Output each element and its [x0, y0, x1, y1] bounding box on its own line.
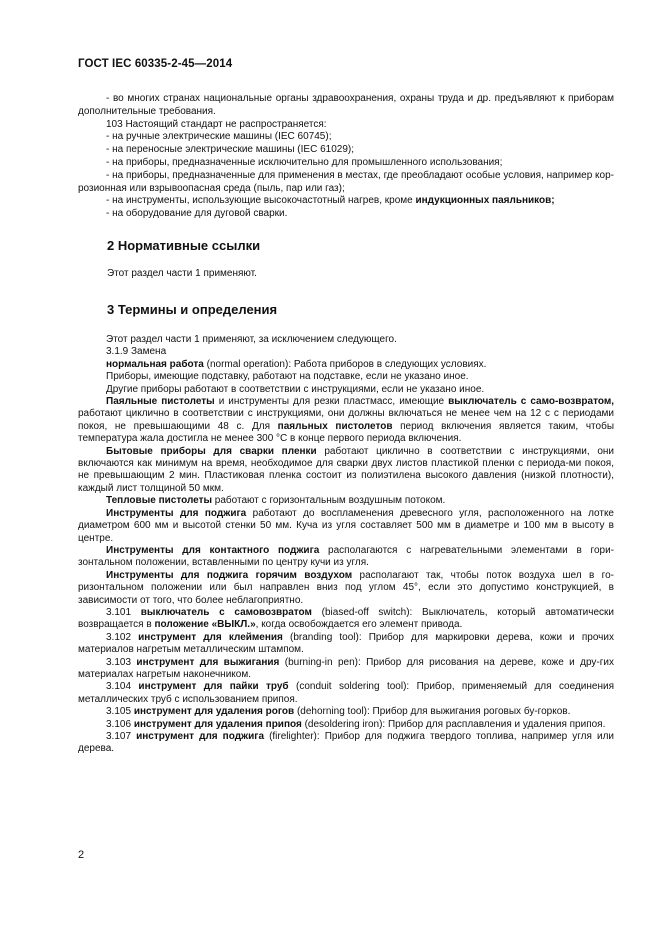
- term: индукционных паяльников;: [415, 195, 555, 207]
- clause-number: 3.101: [106, 606, 141, 618]
- document-header: ГОСТ IEC 60335-2-45—2014: [78, 58, 233, 70]
- term: инструмент для удаления припоя: [133, 718, 302, 730]
- clause-number: 3.102: [106, 631, 139, 643]
- text: располагаются с нагревательными элементами в гори-зонтальном положении, вставленными по центру кучи из угля.: [78, 544, 614, 569]
- text: , когда освобождается его элемент привода.: [255, 619, 463, 631]
- clause-number: 3.107: [106, 731, 137, 742]
- text: и инструменты для резки пластмасс, имеющие: [214, 396, 449, 408]
- term: выключатель с самовозвратом: [140, 606, 312, 618]
- text: (burning-in pen): Прибор для рисования на дереве, коже и дру-гих материалах нагретым наконечником.: [78, 656, 614, 680]
- text: располагают так, чтобы поток воздуха шел в го-ризонтальном положении или был направлен вниз под углом 45°, если это допустимо конструкцией, в зависимости от того, что более неблагоприятно.: [78, 569, 614, 606]
- paragraph: - во многих странах национальные органы здравоохранения, охраны труда и др. предъявляют к приборам дополнительные требования.: [78, 93, 614, 117]
- paragraph: [78, 545, 614, 570]
- paragraph: Приборы, имеющие подставку, работают на подставке, если не указано иное.: [106, 371, 469, 383]
- list-item: [78, 195, 614, 208]
- section-2-title: 2 Нормативные ссылки: [107, 238, 261, 253]
- text: - на инструменты, использующие высокочастотный нагрев, кроме: [106, 195, 416, 207]
- term: нормальная работа: [106, 358, 204, 370]
- clause-number: 3.104: [106, 681, 139, 693]
- term: положение «ВЫКЛ.»: [154, 619, 256, 631]
- clause-number: 3.106: [106, 718, 134, 730]
- text: работают циклично в соответствии с инструкциями, они должны включаться не менее чем на 12 с с периодами покоя, не превышающими 48 с. Для: [78, 408, 614, 432]
- text: работают до воспламенения древесного угля, расположенного на лотке диаметром 600 мм и высотой стенки 50 мм. Куча из угля составляет 500 мм в диаметре и 100 мм в высоту в центре.: [78, 507, 614, 544]
- paragraph: [78, 508, 614, 545]
- definition-3-107: [78, 731, 614, 756]
- section-3-body: [78, 334, 614, 756]
- term: инструмент для выжигания: [136, 656, 280, 668]
- paragraph: [78, 396, 614, 446]
- paragraph: Этот раздел части 1 применяют, за исключением следующего.: [106, 334, 397, 345]
- term: инструмент для удаления рогов: [133, 706, 295, 718]
- definition-3-104: [78, 681, 614, 706]
- list-item: - на приборы, предназначенные исключительно для промышленного использования;: [106, 156, 503, 168]
- definition-3-105: [78, 706, 614, 718]
- paragraph: [78, 570, 614, 607]
- paragraph: 103 Настоящий стандарт не распространяется:: [106, 118, 327, 130]
- definition-3-106: [78, 719, 614, 731]
- text: (dehorning tool): Прибор для выжигания роговых бу-горков.: [294, 706, 571, 718]
- clause-number: 3.105: [106, 706, 134, 718]
- term: Инструменты для поджига горячим воздухом: [106, 569, 353, 581]
- clause-number: 3.1.9 Замена: [106, 346, 167, 358]
- term: Паяльные пистолеты: [106, 396, 215, 408]
- page-number: 2: [78, 849, 85, 861]
- definition-3-103: [78, 657, 614, 682]
- term: инструмент для поджига: [136, 731, 265, 742]
- text: работают с горизонтальным воздушным потоком.: [212, 495, 446, 507]
- clause-number: 3.103: [106, 656, 137, 668]
- text: (firelighter): Прибор для поджига твердого топлива, например угля или дерева.: [78, 731, 614, 755]
- text: (normal operation): Работа приборов в следующих условиях.: [203, 358, 487, 370]
- text: (conduit soldering tool): Прибор, применяемый для соединения металлических труб с использованием припоя.: [78, 681, 614, 705]
- definition-3-102: [78, 632, 614, 657]
- term: инструмент для пайки труб: [138, 681, 289, 693]
- term: Инструменты для поджига: [106, 507, 247, 519]
- list-item: - на приборы, предназначенные для применения в местах, где преобладают особые условия, например кор-розионная или взрывоопасная среда (пыль, пар или газ);: [78, 169, 614, 194]
- term: инструмент для клеймения: [138, 631, 283, 643]
- list-item: - на оборудование для дуговой сварки.: [106, 208, 288, 220]
- text: период включения является таким, чтобы температура жала достигла не менее 300 °С в конце первого периода включения.: [78, 420, 615, 445]
- text: (desoldering iron): Прибор для расплавления и удаления припоя.: [301, 718, 606, 730]
- text: работают циклично в соответствии с инструкциями, они включаются как минимум на время, необходимое для сварки двух листов пластикой пленки с периода-ми покоя, не превышающим 2 мин. Пластиковая пленка состоит из полиэтилена высокого давления (низкой плотности), каждый лист толщиной 50 мкм.: [78, 445, 614, 494]
- paragraph: [78, 495, 614, 507]
- term: Бытовые приборы для сварки пленки: [106, 445, 317, 457]
- term: Инструменты для контактного поджига: [106, 544, 320, 556]
- list-item: - на ручные электрические машины (IEC 60745);: [106, 131, 332, 143]
- definition-3-101: [78, 607, 614, 632]
- section-2-text: Этот раздел части 1 применяют.: [107, 268, 257, 279]
- paragraph: Другие приборы работают в соответствии с инструкциями, если не указано иное.: [106, 383, 485, 395]
- section-3-title: 3 Термины и определения: [107, 302, 278, 317]
- list-item: - на переносные электрические машины (IEC 61029);: [106, 144, 354, 156]
- definition: [78, 359, 614, 371]
- text: (branding tool): Прибор для маркировки дерева, кожи и прочих материалов нагретым металлическим штампом.: [78, 631, 614, 656]
- paragraph: [78, 446, 614, 496]
- term: паяльных пистолетов: [277, 420, 393, 432]
- text: (biased-off switch): Выключатель, который автоматически возвращается в: [78, 606, 614, 631]
- intro-block: [78, 93, 614, 221]
- term: выключатель с само-возвратом,: [448, 396, 614, 408]
- term: Тепловые пистолеты: [106, 495, 213, 507]
